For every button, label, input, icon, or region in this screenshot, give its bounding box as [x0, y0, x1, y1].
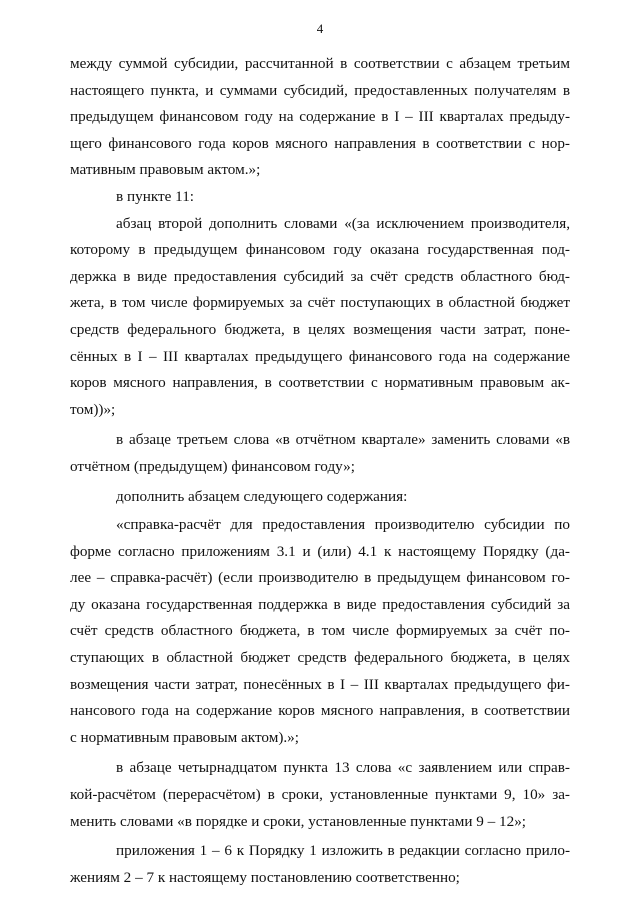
text-line: счёт средств областного бюджета, в том числе формируемых за счёт по- — [70, 622, 570, 640]
text-line: в абзаце четырнадцатом пункта 13 слова «с заявлением или справ- — [116, 759, 570, 777]
text-line: «справка-расчёт для предоставления производителю субсидии по — [116, 516, 570, 534]
text-line: ступающих в областной бюджет средств федерального бюджета, в целях — [70, 649, 570, 667]
text-line: ду оказана государственная поддержка в виде предоставления субсидий за — [70, 595, 570, 613]
text-line: держка в виде предоставления субсидий за счёт средств областного бюд- — [70, 267, 570, 285]
text-line: в абзаце третьем слова «в отчётном квартале» заменить словами «в — [116, 431, 570, 449]
text-line: дополнить абзацем следующего содержания: — [116, 487, 408, 505]
document-body — [70, 51, 570, 891]
text-line: жениям 2 – 7 к настоящему постановлению соответственно; — [70, 868, 460, 886]
text-line: настоящего пункта, и суммами субсидий, предоставленных получателям в — [70, 81, 570, 99]
text-line: средств федерального бюджета, в целях возмещения части затрат, поне- — [70, 320, 570, 338]
text-line: менить словами «в порядке и сроки, установленные пунктами 9 – 12»; — [70, 812, 527, 830]
text-line: между суммой субсидии, рассчитанной в соответствии с абзацем третьим — [70, 55, 570, 72]
text-line: том))»; — [70, 400, 116, 418]
text-line: в пункте 11: — [116, 187, 195, 205]
text-line: приложения 1 – 6 к Порядку 1 изложить в редакции согласно прило- — [116, 842, 570, 860]
text-line: сённых в I – III кварталах предыдущего финансового года на содержание — [70, 347, 570, 365]
text-line: нансового года на содержание коров мясного направления, в соответствии — [70, 702, 570, 720]
text-line: отчётном (предыдущем) финансовом году»; — [70, 457, 355, 475]
text-line: форме согласно приложениям 3.1 и (или) 4.1 к настоящему Порядку (да- — [70, 542, 570, 560]
text-line: лее – справка-расчёт) (если производителю в предыдущем финансовом го- — [70, 569, 570, 587]
text-line: которому в предыдущем финансовом году оказана государственная под- — [70, 241, 570, 259]
text-line: мативным правовым актом.»; — [70, 161, 261, 179]
text-line: кой-расчётом (перерасчётом) в сроки, установленные пунктами 9, 10» за- — [70, 786, 570, 804]
text-line: щего финансового года коров мясного направления в соответствии с нор- — [70, 134, 570, 152]
text-line: коров мясного направления, в соответствии с нормативным правовым ак- — [70, 374, 570, 392]
text-line: жета, в том числе формируемых за счёт поступающих в областной бюджет — [70, 294, 570, 312]
text-line: абзац второй дополнить словами «(за исключением производителя, — [116, 214, 570, 232]
page-number: 4 — [316, 21, 324, 36]
text-line: возмещения части затрат, понесённых в I – III кварталах предыдущего фи- — [70, 675, 570, 693]
text-line: с нормативным правовым актом).»; — [70, 728, 299, 746]
text-line: предыдущем финансовом году на содержание в I – III кварталах предыду- — [70, 108, 570, 126]
